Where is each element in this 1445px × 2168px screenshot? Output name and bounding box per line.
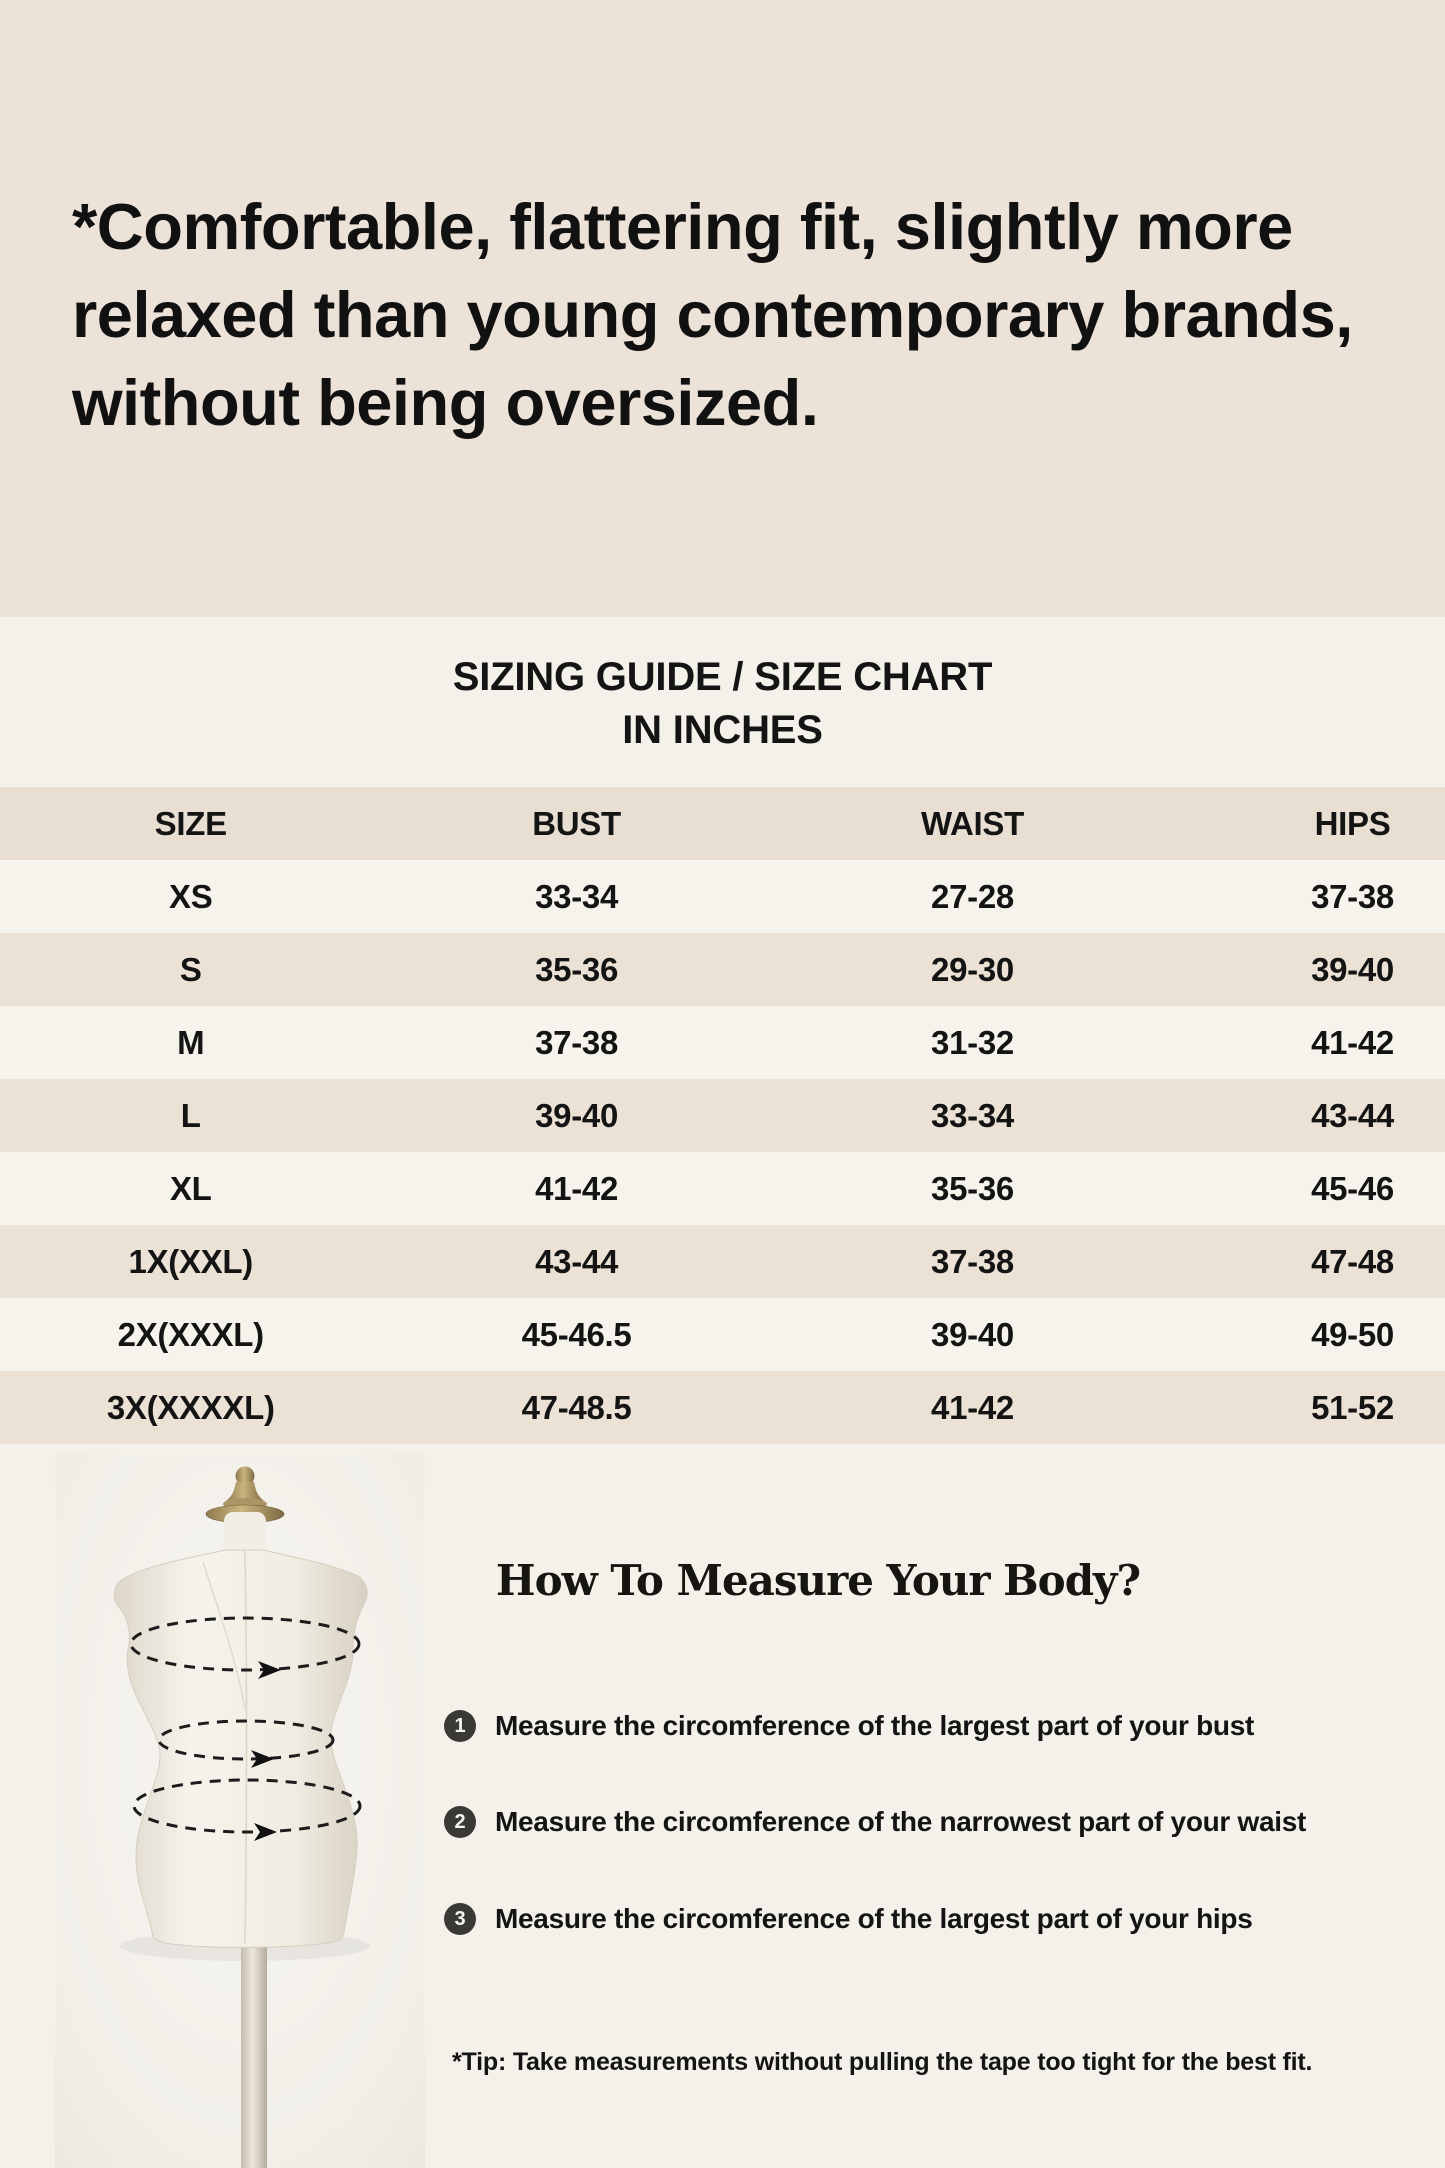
cell-bust: 39-40	[535, 1096, 618, 1134]
table-row-1x	[0, 1225, 1445, 1298]
cell-waist: 37-38	[931, 1242, 1014, 1280]
table-row-3x	[0, 1371, 1445, 1444]
table-row-2x	[0, 1298, 1445, 1371]
cell-waist: 31-32	[931, 1023, 1014, 1061]
table-row-xs	[0, 860, 1445, 933]
header-cell-hips: HIPS	[1314, 804, 1391, 842]
size-chart-title-section	[0, 617, 1445, 787]
cell-hips: 49-50	[1311, 1315, 1394, 1353]
fit-note-line-2: relaxed than young contemporary brands,	[72, 278, 1353, 351]
step-2-number-badge: 2	[444, 1806, 476, 1838]
size-chart-subtitle: IN INCHES	[622, 708, 823, 752]
table-row-xl	[0, 1152, 1445, 1225]
cell-hips: 37-38	[1311, 877, 1394, 915]
cell-hips: 47-48	[1311, 1242, 1394, 1280]
cell-bust: 41-42	[535, 1169, 618, 1207]
cell-waist: 35-36	[931, 1169, 1014, 1207]
cell-hips: 51-52	[1311, 1388, 1394, 1426]
cell-size: 2X(XXXL)	[117, 1315, 264, 1353]
fit-note-section	[0, 0, 1445, 617]
header-cell-waist: WAIST	[920, 804, 1024, 842]
size-chart-title: SIZING GUIDE / SIZE CHART	[452, 655, 993, 699]
size-chart-table	[0, 787, 1445, 1444]
cell-size: 1X(XXL)	[128, 1242, 253, 1280]
cell-bust: 47-48.5	[521, 1388, 632, 1426]
step-3-number-badge: 3	[444, 1903, 476, 1935]
cell-waist: 29-30	[931, 950, 1014, 988]
cell-waist: 33-34	[931, 1096, 1014, 1134]
cell-size: XL	[169, 1169, 212, 1207]
step-3-text: Measure the circomference of the largest part of your hips	[495, 1903, 1253, 1934]
step-1-number-badge: 1	[444, 1710, 476, 1742]
cell-waist: 27-28	[931, 877, 1014, 915]
cell-bust: 33-34	[535, 877, 618, 915]
table-row-s	[0, 933, 1445, 1006]
mannequin-dress-form-image	[55, 1454, 425, 2168]
table-header-row	[0, 787, 1445, 860]
cell-hips: 41-42	[1311, 1023, 1394, 1061]
step-2-text: Measure the circomference of the narrowest part of your waist	[495, 1806, 1307, 1837]
cell-bust: 37-38	[535, 1023, 618, 1061]
table-row-m	[0, 1006, 1445, 1079]
cell-size: 3X(XXXXL)	[106, 1388, 275, 1426]
cell-hips: 43-44	[1311, 1096, 1394, 1134]
step-1-text: Measure the circomference of the largest part of your bust	[495, 1710, 1255, 1741]
fit-note	[72, 183, 1353, 447]
measure-step-3	[444, 1901, 1252, 1937]
cell-size: M	[177, 1023, 205, 1061]
fit-note-line-1: *Comfortable, flattering fit, slightly more	[72, 190, 1293, 263]
cell-size: XS	[169, 877, 213, 915]
cell-hips: 45-46	[1311, 1169, 1394, 1207]
measure-tip: *Tip: Take measurements without pulling the tape too tight for the best fit.	[452, 2048, 1313, 2076]
measure-step-2	[444, 1804, 1306, 1840]
cell-bust: 35-36	[535, 950, 618, 988]
mannequin-stand-pole	[241, 1934, 267, 2168]
cell-bust: 45-46.5	[521, 1315, 632, 1353]
header-cell-bust: BUST	[532, 804, 621, 842]
measure-guide-section	[0, 1444, 1445, 2168]
cell-waist: 39-40	[931, 1315, 1014, 1353]
measure-guide-heading: How To Measure Your Body?	[495, 1556, 1141, 1605]
header-cell-size: SIZE	[154, 804, 227, 842]
cell-size: L	[180, 1096, 201, 1134]
cell-size: S	[179, 950, 202, 988]
cell-hips: 39-40	[1311, 950, 1394, 988]
cell-bust: 43-44	[535, 1242, 618, 1280]
cell-waist: 41-42	[931, 1388, 1014, 1426]
measure-step-1	[444, 1708, 1254, 1744]
fit-note-line-3: without being oversized.	[72, 366, 819, 439]
table-row-l	[0, 1079, 1445, 1152]
